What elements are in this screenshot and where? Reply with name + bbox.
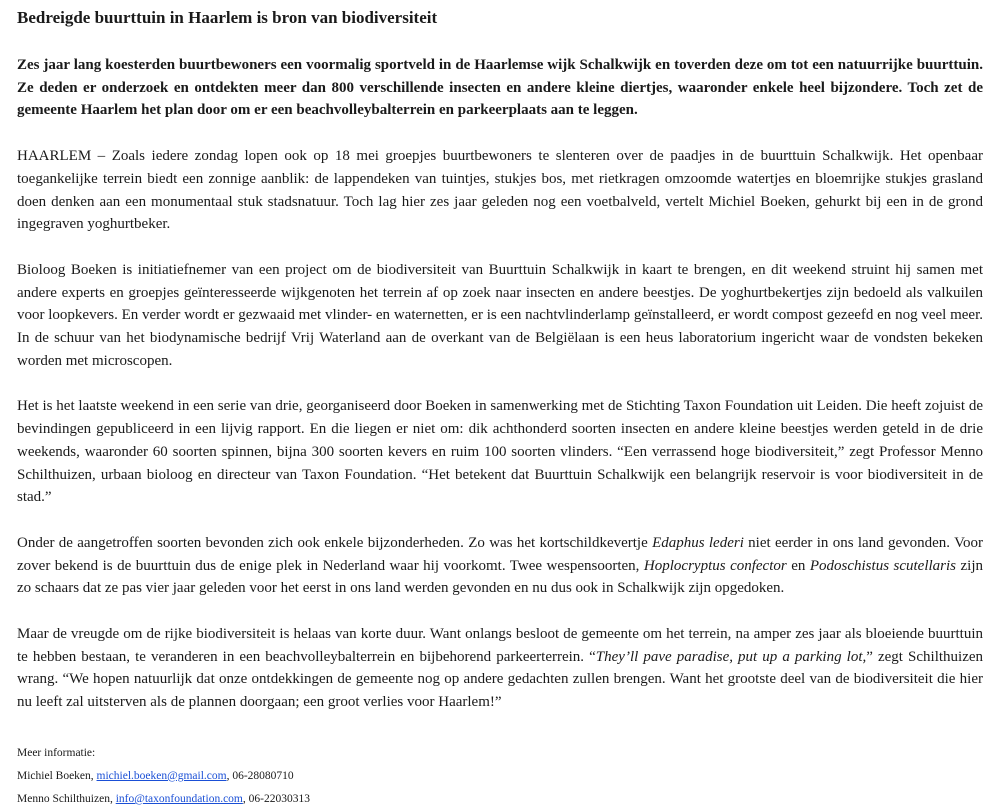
paragraph-2: Bioloog Boeken is initiatiefnemer van een project om de biodiversiteit van Buurttuin Schalkwijk in kaart te brengen, en dit weekend struint hij samen met andere experts en groepjes geïnteresseerde wijkgenoten het terrein af op zoek naar insecten en andere beestjes. De yoghurtbekertjes zijn bedoeld als valkuilen voor loopkevers. En verder wordt er gezwaaid met vlinder- en waternetten, er is een nachtvlinderlamp geïnstalleerd, er wordt compost gezeefd en nog veel meer. In de schuur van het biodynamische bedrijf Vrij Waterland aan de overkant van de Belgiëlaan is een heus laboratorium ingericht waar de vondsten bekeken worden met microscopen. [17, 261, 983, 369]
paragraph-4-text-d: zijn zo schaars dat ze pas vier jaar geleden voor het eerst in ons land werden gevonden en nu dus ook in Schalkwijk zijn opgedoken. [17, 557, 983, 597]
email-link-boeken[interactable]: michiel.boeken@gmail.com [96, 769, 227, 782]
species-hoplocryptus: Hoplocryptus confector [643, 557, 787, 574]
contact-phone: , 06-28080710 [226, 769, 294, 782]
article-title: Bedreigde buurttuin in Haarlem is bron van biodiversiteit [17, 8, 438, 27]
contact-heading: Meer informatie: [17, 746, 96, 759]
species-podoschistus: Podoschistus scutellaris [809, 557, 957, 574]
paragraph-4-text-b: niet eerder in ons land gevonden. Voor zover bekend is de buurttuin dus de enige plek in Nederland waar hij voorkomt. Twee wespensoorten, [17, 534, 983, 574]
contact-name: Menno Schilthuizen, [17, 792, 116, 805]
paragraph-4 [17, 532, 983, 600]
song-quote: They’ll pave paradise, put up a parking lot, [595, 648, 867, 665]
contact-line-boeken [17, 765, 983, 788]
paragraph-5-text-b: ” zegt Schilthuizen wrang. “We hopen natuurlijk dat onze ontdekkingen de gemeente nog op andere gedachten zullen brengen. Want het grootste deel van de biodiversiteit die hier nu leeft zal uitsterven als de plannen doorgaan; een groot verlies voor Haarlem!” [17, 648, 984, 711]
paragraph-5 [17, 623, 983, 714]
paragraph-1: HAARLEM – Zoals iedere zondag lopen ook op 18 mei groepjes buurtbewoners te slenteren over de paadjes in de buurttuin Schalkwijk. Het openbaar toegankelijke terrein biedt een zonnige aanblik: de lappendeken van tuintjes, stukjes bos, met rietkragen omzoomde watertjes en bloemrijke stukjes grasland doen denken aan een monumentaal stuk stadsnatuur. Toch lag hier zes jaar geleden nog een voetbalveld, vertelt Michiel Boeken, gehurkt bij een in de grond ingegraven yoghurtbeker. [17, 148, 983, 233]
contact-line-schilthuizen [17, 788, 983, 811]
paragraph-3: Het is het laatste weekend in een serie van drie, georganiseerd door Boeken in samenwerking met de Stichting Taxon Foundation uit Leiden. Die heeft zojuist de bevindingen gepubliceerd in een lijvig rapport. En die liegen er niet om: dik achthonderd soorten insecten en andere kleine beestjes werden geteld in de drie weekends, waaronder 60 soorten spinnen, bijna 300 soorten kevers en ruim 100 soorten vlinders. “Een verrassend hoge biodiversiteit,” zegt Professor Menno Schilthuizen, urbaan bioloog en directeur van Taxon Foundation. “Het betekent dat Buurttuin Schalkwijk een belangrijk reservoir is voor biodiversiteit in de stad.” [17, 398, 983, 506]
contact-phone: , 06-22030313 [242, 792, 310, 805]
paragraph-5-text-a: Maar de vreugde om de rijke biodiversiteit is helaas van korte duur. Want onlangs besloot de gemeente om het terrein, na amper zes jaar als bloeiende buurttuin te hebben bestaan, te veranderen in een beachvolleybalterrein en bijbehorend parkeerterrein. “ [17, 626, 983, 665]
paragraph-4-text-c: en [786, 557, 810, 574]
paragraph-4-text-a: Onder de aangetroffen soorten bevonden zich ook enkele bijzonderheden. Zo was het kortschildkevertje [17, 534, 653, 551]
article-lead: Zes jaar lang koesterden buurtbewoners een voormalig sportveld in de Haarlemse wijk Schalkwijk en toverden deze om tot een natuurrijke buurttuin. Ze deden er onderzoek en ontdekten meer dan 800 verschillende insecten en andere kleine diertjes, waaronder enkele heel bijzondere. Toch zet de gemeente Haarlem het plan door om er een beachvolleybalterrein en parkeerplaats aan te leggen. [17, 57, 983, 119]
species-edaphus: Edaphus lederi [652, 534, 744, 551]
email-link-taxon[interactable]: info@taxonfoundation.com [115, 792, 243, 805]
contact-block [17, 742, 983, 811]
contact-name: Michiel Boeken, [17, 769, 97, 782]
